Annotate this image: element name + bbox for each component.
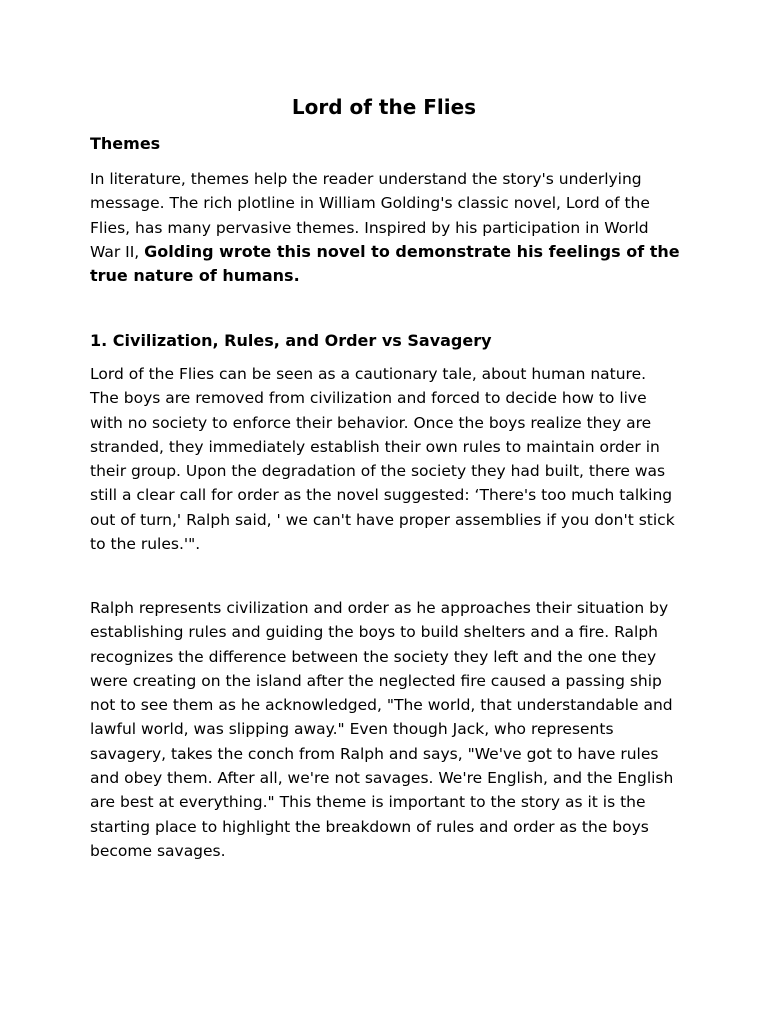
body-paragraph-1: [90, 362, 690, 556]
paragraph-line: recognizes the difference between the society they left and the one they: [90, 647, 657, 666]
intro-line: In literature, themes help the reader understand the story's underlying: [90, 170, 642, 188]
paragraph-line: Ralph represents civilization and order as he approaches their situation by: [90, 599, 669, 617]
document-title: Lord of the Flies: [291, 95, 477, 119]
intro-paragraph: [90, 167, 690, 288]
paragraph-line: starting place to highlight the breakdown of rules and order as the boys: [90, 817, 649, 836]
intro-emphasis: true nature of humans.: [90, 266, 300, 286]
intro-line: message. The rich plotline in William Golding's classic novel, Lord of the: [90, 194, 650, 213]
intro-line-plain: War II,: [90, 242, 145, 261]
section-heading-civilization: 1. Civilization, Rules, and Order vs Savagery: [90, 331, 492, 350]
paragraph-line: to the rules.'".: [90, 535, 201, 554]
paragraph-line: still a clear call for order as the novel suggested: ‘There's too much talking: [90, 486, 673, 505]
paragraph-line: The boys are removed from civilization and forced to decide how to live: [90, 389, 647, 408]
intro-emphasis: Golding wrote this novel to demonstrate his feelings of the: [144, 241, 680, 261]
paragraph-line: become savages.: [90, 841, 226, 860]
paragraph-line: and obey them. After all, we're not savages. We're English, and the English: [90, 769, 674, 788]
paragraph-line: Lord of the Flies can be seen as a cautionary tale, about human nature.: [90, 365, 647, 383]
body-paragraph-2: [90, 596, 690, 863]
paragraph-line: were creating on the island after the neglected fire caused a passing ship: [90, 671, 662, 690]
intro-line: [90, 240, 690, 264]
paragraph-line: not to see them as he acknowledged, "The world, that understandable and: [90, 696, 673, 715]
paragraph-line: are best at everything." This theme is important to the story as it is the: [90, 793, 646, 812]
intro-line: Flies, has many pervasive themes. Inspired by his participation in World: [90, 218, 649, 237]
paragraph-line: savagery, takes the conch from Ralph and says, "We've got to have rules: [90, 744, 659, 763]
paragraph-line: stranded, they immediately establish their own rules to maintain order in: [90, 437, 660, 456]
themes-heading: Themes: [90, 134, 161, 153]
paragraph-line: with no society to enforce their behavior. Once the boys realize they are: [90, 413, 652, 432]
paragraph-line: lawful world, was slipping away." Even though Jack, who represents: [90, 720, 614, 739]
paragraph-line: establishing rules and guiding the boys to build shelters and a fire. Ralph: [90, 623, 658, 642]
paragraph-line: their group. Upon the degradation of the society they had built, there was: [90, 462, 666, 481]
paragraph-line: out of turn,' Ralph said, ' we can't have proper assemblies if you don't stick: [90, 510, 675, 529]
